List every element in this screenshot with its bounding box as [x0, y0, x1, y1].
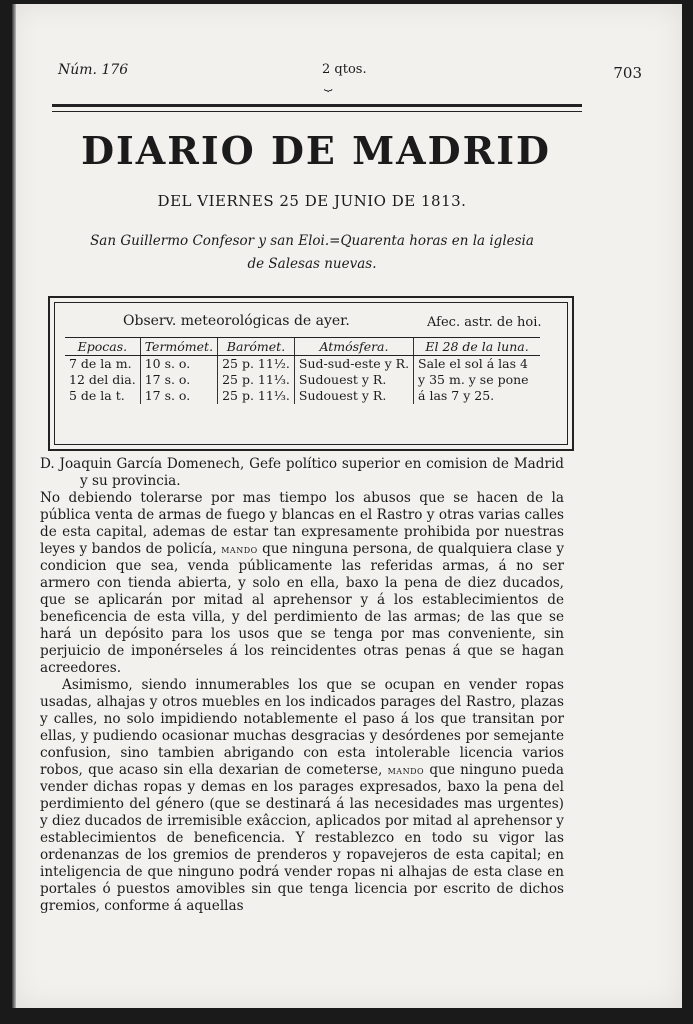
- saints-line-2: de Salesas nuevas.: [247, 256, 377, 272]
- issue-number: Núm. 176: [58, 62, 129, 78]
- barometro-cell: 25 p. 11⅓.: [218, 388, 295, 404]
- weather-header-row: [65, 338, 540, 356]
- newspaper-page: [12, 4, 682, 1008]
- atmosfera-cell: Sudouest y R.: [294, 388, 413, 404]
- col-luna: El 28 de la luna.: [414, 338, 541, 356]
- col-epocas: Epocas.: [65, 338, 140, 356]
- termometro-cell: 10 s. o.: [140, 356, 217, 373]
- epoca-cell: 7 de la m.: [69, 356, 132, 371]
- paragraph-2-text: Asimismo, siendo innumerables los que se ocupan en vender ropas usadas, alhajas y otros muebles en los indicados parages del Rastro, plazas y calles, no solo impidiendo notablemente el paso á los que transitan por ellas, y pudiendo ocasionar muchas desgracias y desórdenes por semejante confusion, sino tambien abrigando con esta intolerable licencia varios robos, que acaso sin ella dexarian de cometerse,: [40, 677, 564, 778]
- atmosfera-cell: Sud-sud-este y R.: [294, 356, 413, 373]
- weather-box-inner: [54, 302, 568, 445]
- running-header: [52, 58, 642, 92]
- masthead-title: DIARIO DE MADRID: [81, 128, 551, 173]
- barometro-cell: 25 p. 11½.: [218, 356, 295, 373]
- weather-title: Observ. meteorológicas de ayer.: [123, 313, 350, 329]
- brace-ornament: ⏟: [324, 76, 333, 92]
- col-termometro: Termómet.: [140, 338, 217, 356]
- termometro-cell: 17 s. o.: [140, 372, 217, 388]
- article-body: [40, 456, 564, 915]
- page-number: 703: [613, 64, 642, 82]
- epoca-cell: 12 del dia.: [69, 372, 136, 387]
- saints-of-the-day: [82, 230, 542, 276]
- moon-cell: Sale el sol á las 4 y 35 m. y se pone á las 7 y 25.: [414, 356, 541, 405]
- weather-row: [65, 356, 540, 373]
- page-spine: [12, 4, 16, 1008]
- epoca-cell: 5 de la t.: [69, 388, 125, 403]
- paragraph-1-text-cont: que ninguna persona, de qualquiera clase y condicion que sea, venda públicamente las referidas armas, á no ser armero con tienda abierta, y solo en ella, baxo la pena de diez ducados, que se aplicarán por mitad al aprehensor y á los establecimientos de beneficencia de esta villa, y del perdimiento de las armas; de las que se hará un depósito para los usos que se tenga por mas conveniente, sin perjuicio de imponérseles á los reincidentes otras penas á que se hagan acreedores.: [40, 541, 565, 676]
- header-rule-thick: [52, 104, 582, 107]
- mando-keyword: mando: [387, 763, 425, 777]
- astro-title: Afec. astr. de hoi.: [427, 315, 542, 330]
- signature-mark: 2 qtos.: [322, 62, 367, 77]
- paragraph-2: [40, 677, 564, 915]
- saints-line-1: San Guillermo Confesor y san Eloi.=Quarenta horas en la iglesia: [90, 233, 534, 249]
- paragraph-1-text: No debiendo tolerarse por mas tiempo los abusos que se hacen de la pública venta de armas de fuego y blancas en el Rastro y otras varias calles de esta capital, ademas de estar tan expresamente prohibida por nuestras leyes y bandos de policía,: [40, 490, 564, 557]
- termometro-cell: 17 s. o.: [140, 388, 217, 404]
- weather-box: [48, 296, 574, 451]
- header-rule-thin: [52, 111, 582, 112]
- atmosfera-cell: Sudouest y R.: [294, 372, 413, 388]
- dateline: DEL VIERNES 25 DE JUNIO DE 1813.: [157, 192, 467, 210]
- paragraph-2-text-cont: que ninguno pueda vender dichas ropas y demas en los parages expresados, baxo la pena del perdimiento del género (que se destinará á las necesidades mas urgentes) y diez ducados de irremisible exâccion, aplicados por mitad al aprehensor y establecimientos de beneficencia. Y restablezco en todo su vigor las ordenanzas de los gremios de prenderos y ropavejeros de esta capital; en inteligencia de que ninguno podrá vender ropas ni alhajas de esta clase en portales ó puestos amovibles sin que tenga licencia por escrito de dichos gremios, conforme á aquellas: [40, 762, 564, 914]
- article-heading: D. Joaquin García Domenech, Gefe político superior en comision de Madrid y su provincia.: [40, 456, 564, 489]
- paragraph-1: [40, 490, 564, 677]
- col-barometro: Barómet.: [218, 338, 295, 356]
- weather-table: [65, 337, 540, 404]
- col-atmosfera: Atmósfera.: [294, 338, 413, 356]
- mando-keyword: mando: [221, 542, 258, 556]
- barometro-cell: 25 p. 11⅓.: [218, 372, 295, 388]
